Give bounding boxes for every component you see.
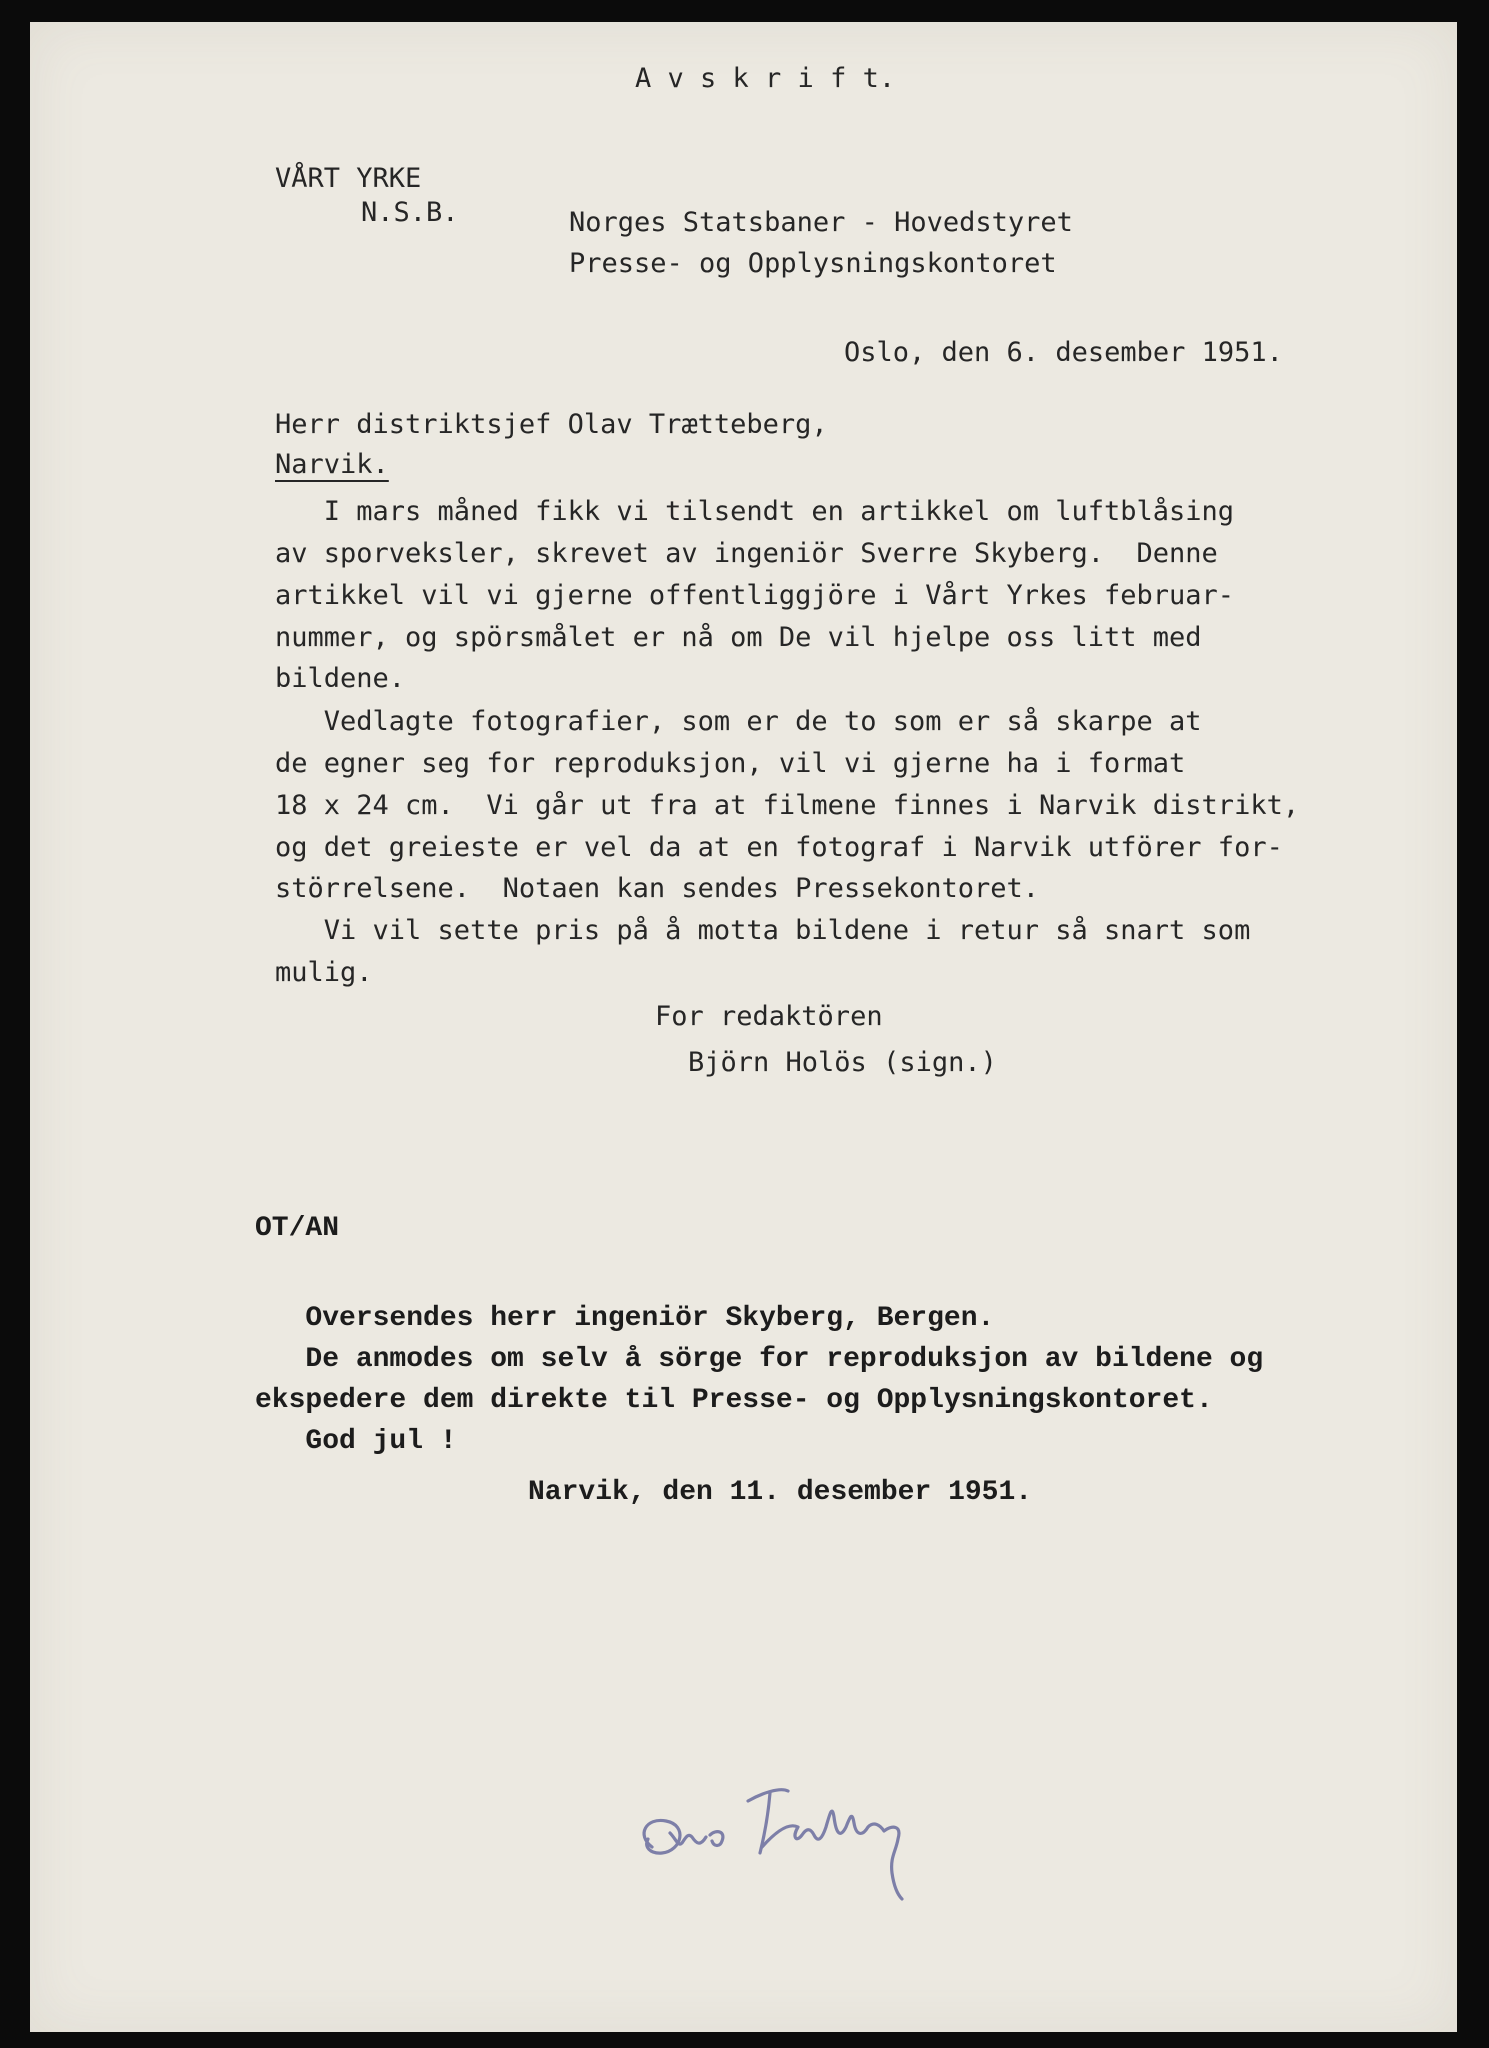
body-line: Vi vil sette pris på å motta bildene i retur så snart som: [275, 915, 1251, 946]
body-line: av sporveksler, skrevet av ingeniör Sverre Skyberg. Denne: [275, 538, 1218, 569]
typed-signature: Björn Holös (sign.): [688, 1047, 997, 1078]
body-line: mulig.: [275, 957, 373, 988]
body-line: störrelsene. Notaen kan sendes Pressekontoret.: [275, 873, 1040, 904]
recipient-name: Herr distriktsjef Olav Trætteberg,: [275, 409, 828, 440]
endorsement-line: God jul !: [255, 1426, 457, 1457]
body-line: nummer, og spörsmålet er nå om De vil hjelpe oss litt med: [275, 622, 1202, 653]
body-line: 18 x 24 cm. Vi går ut fra at filmene finnes i Narvik distrikt,: [275, 790, 1300, 821]
letter-date: Oslo, den 6. desember 1951.: [844, 337, 1283, 368]
sender-org-line-2: Presse- og Opplysningskontoret: [569, 248, 1057, 279]
endorsement-line: Oversendes herr ingeniör Skyberg, Bergen.: [255, 1303, 995, 1334]
endorsement-line: De anmodes om selv å sörge for reproduksjon av bildene og: [255, 1344, 1264, 1375]
document-title: A v s k r i f t.: [635, 63, 896, 94]
sender-abbreviation: N.S.B.: [361, 197, 459, 228]
handwritten-signature: [630, 1777, 970, 1907]
body-line: artikkel vil vi gjerne offentliggjöre i Vårt Yrkes februar-: [275, 580, 1235, 611]
endorsement-date: Narvik, den 11. desember 1951.: [528, 1477, 1033, 1508]
body-line: bildene.: [275, 663, 406, 694]
sender-org-line-1: Norges Statsbaner - Hovedstyret: [569, 207, 1073, 238]
publication-name: VÅRT YRKE: [275, 163, 422, 194]
closing-phrase: For redaktören: [655, 1001, 883, 1032]
endorsement-line: ekspedere dem direkte til Presse- og Opplysningskontoret.: [255, 1385, 1213, 1416]
reference-initials: OT/AN: [255, 1213, 340, 1244]
letter-page: [30, 22, 1457, 2032]
body-line: de egner seg for reproduksjon, vil vi gjerne ha i format: [275, 748, 1186, 779]
body-line: og det greieste er vel da at en fotograf i Narvik utförer for-: [275, 832, 1283, 863]
body-line: I mars måned fikk vi tilsendt en artikkel om luftblåsing: [275, 496, 1235, 527]
recipient-place: Narvik.: [275, 449, 389, 480]
body-line: Vedlagte fotografier, som er de to som er så skarpe at: [275, 706, 1202, 737]
